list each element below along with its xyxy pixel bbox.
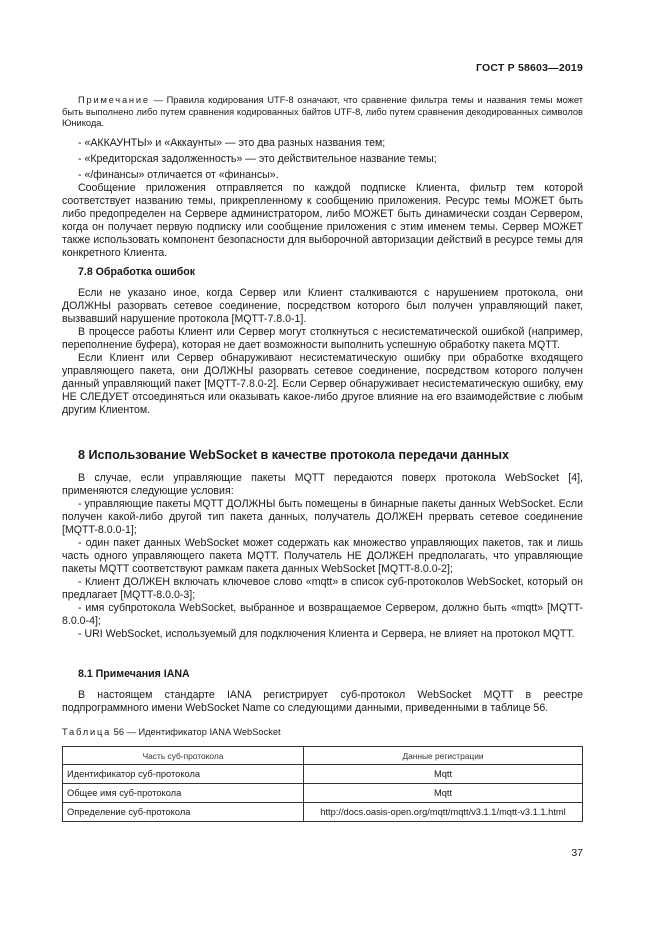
table-row xyxy=(63,784,583,803)
section-heading: 8.1 Примечания IANA xyxy=(78,668,190,680)
paragraph: Если не указано иное, когда Сервер или Клиент сталкиваются с нарушением протокола, они ДОЛЖНЫ разорвать сетевое соединение, посредством которого был получен управляющий пакет, вызвавший нарушение протокола [MQTT-7.8.0-1]. xyxy=(62,287,583,325)
table-caption: Таблица 56 — Идентификатор IANA WebSocket xyxy=(62,727,281,737)
list-item: - один пакет данных WebSocket может содержать как множество управляющих пакетов, так и лишь часть одного управляющего пакета MQTT. Получатель НЕ ДОЛЖЕН предполагать, что управляющие пакеты MQTT соответствуют рамкам пакета данных WebSocket [MQTT-8.0.0-2]; xyxy=(62,537,583,575)
paragraph: В настоящем стандарте IANA регистрирует суб-протокол WebSocket MQTT в реестре подпрограммного имени WebSocket Name со следующими данными, приведенными в таблице 56. xyxy=(62,689,583,714)
section-8-1 xyxy=(62,668,583,715)
paragraph: Если Клиент или Сервер обнаруживают несистематическую ошибку при обработке входящего управляющего пакета, они ДОЛЖНЫ разорвать сетевое соединение, посредством которого получен данный управляющий пакет [MQTT-7.8.0-2]. Если Сервер обнаруживает несистематическую ошибку, ему НЕ СЛЕДУЕТ отсоединяться или оказывать какое-либо другое влияние на его взаимодействие с любым другим Клиентом. xyxy=(62,352,583,416)
table-cell: Определение суб-протокола xyxy=(63,803,304,822)
section-heading: 7.8 Обработка ошибок xyxy=(78,266,196,278)
table-header-cell: Данные регистрации xyxy=(304,747,583,765)
section-7-8 xyxy=(62,266,583,417)
table-row xyxy=(63,803,583,822)
list-item: - имя субпротокола WebSocket, выбранное и возвращаемое Сервером, должно быть «mqtt» [MQTT-8.0.0-4]; xyxy=(62,602,583,627)
table-cell: http://docs.oasis-open.org/mqtt/mqtt/v3.1.1/mqtt-v3.1.1.html xyxy=(304,803,583,822)
bullet-list xyxy=(62,137,583,260)
table-header-cell: Часть суб-протокола xyxy=(63,747,304,765)
note-text: — Правила кодирования UTF-8 означают, что сравнение фильтра темы и названия темы может быть выполнено либо путем сравнения кодированных байтов UTF-8, либо путем сравнения декодированных символов Юникода. xyxy=(62,95,583,129)
list-item: - «АККАУНТЫ» и «Аккаунты» — это два разных названия тем; xyxy=(78,137,386,149)
iana-table xyxy=(62,746,583,822)
table-cell: Mqtt xyxy=(304,784,583,803)
page-number: 37 xyxy=(571,847,583,859)
table-row xyxy=(63,765,583,784)
paragraph: В процессе работы Клиент или Сервер могут столкнуться с несистематической ошибкой (например, переполнение буфера), которая не дает возможности выполнить успешную обработку пакета MQTT. xyxy=(62,326,583,351)
note-block xyxy=(62,95,583,130)
note-label: Примечание xyxy=(78,95,150,105)
list-item: - управляющие пакеты MQTT ДОЛЖНЫ быть помещены в бинарные пакеты данных WebSocket. Если получен какой-либо другой тип пакета данных, получатель ДОЛЖЕН прервать сетевое соединение [MQTT-8.0.0-1]; xyxy=(62,498,583,536)
list-item: - «/финансы» отличается от «финансы». xyxy=(78,169,279,181)
table-cell: Общее имя суб-протокола xyxy=(63,784,304,803)
section-heading: 8 Использование WebSocket в качестве протокола передачи данных xyxy=(78,448,510,462)
standard-header: ГОСТ Р 58603—2019 xyxy=(475,62,583,74)
paragraph: Сообщение приложения отправляется по каждой подписке Клиента, фильтр тем которой соответствует названию темы, прикрепленному к сообщению приложения. Ресурс темы МОЖЕТ быть либо предопределен на Сервере администратором, либо МОЖЕТ быть динамически создан Сервером, когда он получает первую подписку или сообщение приложения с этим именем темы. Сервер МОЖЕТ также использовать компонент безопасности для выборочной авторизации действий в ресурсе темы для конкретного Клиента. xyxy=(62,182,583,259)
list-item: - «Кредиторская задолженность» — это действительное название темы; xyxy=(78,153,437,165)
list-item: - URI WebSocket, используемый для подключения Клиента и Сервера, не влияет на протокол MQTT. xyxy=(78,628,575,640)
table-cell: Mqtt xyxy=(304,765,583,784)
table-block xyxy=(62,727,583,822)
table-header-row xyxy=(63,747,583,765)
table-cell: Идентификатор суб-протокола xyxy=(63,765,304,784)
list-item: - Клиент ДОЛЖЕН включать ключевое слово «mqtt» в список суб-протоколов WebSocket, который он предлагает [MQTT-8.0.0-3]; xyxy=(62,576,583,601)
section-8 xyxy=(62,448,583,641)
paragraph: В случае, если управляющие пакеты MQTT передаются поверх протокола WebSocket [4], применяются следующие условия: xyxy=(62,472,583,497)
